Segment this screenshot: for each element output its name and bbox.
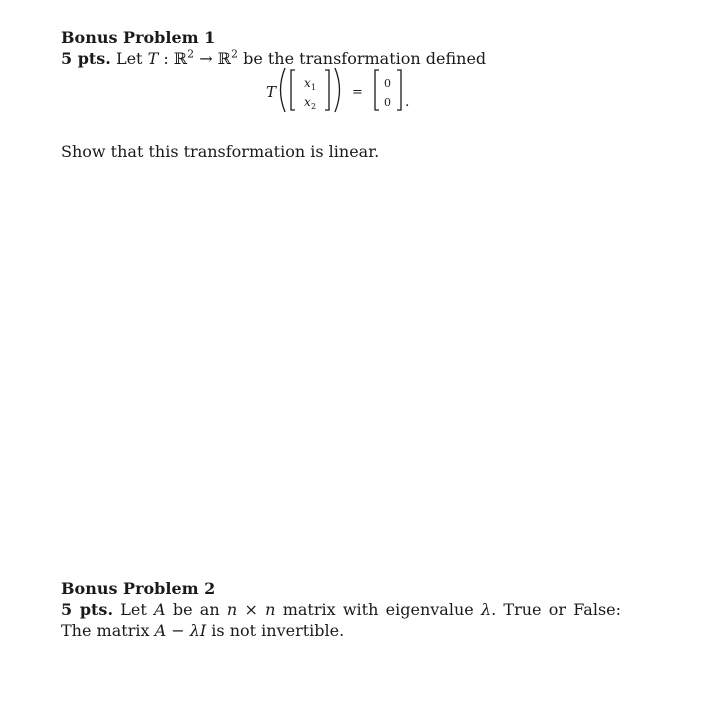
problem-1-text-before: Let [115,49,143,68]
equation-svg [263,60,443,120]
problem-1-points: 5 pts. [61,49,111,68]
eigenvalue-symbol: λ [480,600,492,619]
codomain-exponent: 2 [230,47,238,61]
output-right-bracket [397,70,401,110]
map-symbol: T [147,49,159,68]
input-right-bracket [325,70,329,110]
codomain-symbol: ℝ [217,49,231,68]
right-paren [335,68,340,112]
problem-2-points: 5 pts. [61,600,114,619]
expression-matrix: A [154,621,167,640]
equals-sign: = [352,85,363,100]
problem-2-text-5: matrix [96,621,150,640]
matrix-symbol: A [154,600,166,619]
left-paren [281,68,286,112]
problem-1-instruction: Show that this transformation is linear. [61,142,380,161]
dimension-n-1: n [226,600,238,619]
output-top-entry: 0 [384,77,391,90]
equation-period: . [405,94,410,110]
input-bottom-subscript: 2 [311,102,317,111]
transformation-equation [0,60,706,124]
problem-1-heading: Bonus Problem 1 [61,28,216,47]
input-top-subscript: 1 [311,83,317,92]
input-bottom-entry: x [304,95,311,109]
problem-2 [61,578,621,641]
expression-lambda: λ [189,621,200,640]
problem-1-text-after: be the transformation defined [237,49,487,68]
problem-2-text-3: matrix with eigenvalue [282,600,474,619]
domain-exponent: 2 [187,47,195,61]
equation-operator: T [266,83,277,101]
minus-symbol: − [166,621,190,640]
times-symbol: × [244,600,258,619]
dimension-n-2: n [265,600,276,619]
output-bottom-entry: 0 [384,96,391,109]
problem-2-text-4: . True or False: The [61,600,622,640]
arrow-symbol: → [194,49,218,68]
domain-symbol: ℝ [173,49,188,68]
output-left-bracket [375,70,379,110]
problem-2-heading: Bonus Problem 2 [61,579,216,598]
problem-2-statement [61,599,621,641]
input-top-entry: x [304,76,311,90]
problem-2-text-1: Let [120,600,147,619]
problem-2-text-6: is not invertible. [211,621,345,640]
problem-2-text-2: be an [172,600,220,619]
colon: : [158,49,174,68]
input-left-bracket [291,70,295,110]
identity-symbol: I [199,621,207,640]
